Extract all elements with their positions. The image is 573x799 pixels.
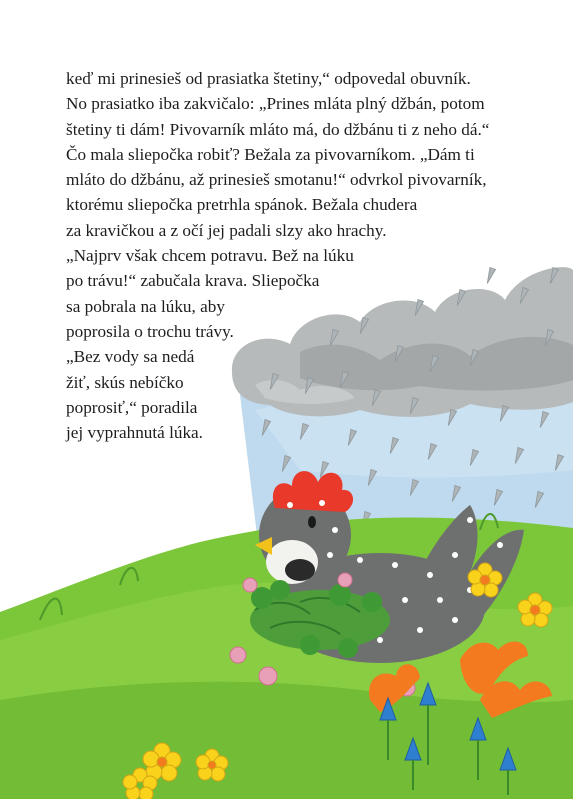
story-line: keď mi prinesieš od prasiatka štetiny,“ odpovedal obuvník. — [66, 69, 471, 88]
story-line: No prasiatko iba zakvičalo: „Prines mláta plný džbán, potom — [66, 94, 485, 114]
story-text — [66, 66, 536, 445]
story-line: jej vyprahnutá lúka. — [66, 423, 203, 443]
story-line: poprosila o trochu trávy. — [66, 321, 234, 341]
story-line: štetiny ti dám! Pivovarník mláto má, do džbánu ti z neho dá.“ — [66, 119, 490, 139]
story-line: za kravičkou a z očí jej padali slzy ako hrachy. — [66, 220, 387, 240]
story-line: mláto do džbánu, až prinesieš smotanu!“ odvrkol pivovarník, — [66, 170, 487, 190]
story-line: po trávu!“ zabučala krava. Sliepočka — [66, 271, 320, 291]
story-line: Čo mala sliepočka robiť? Bežala za pivovarníkom. „Dám ti — [66, 144, 475, 164]
story-line: „Najprv však chcem potravu. Bež na lúku — [66, 246, 354, 266]
story-line: ktorému sliepočka pretrhla spánok. Bežala chudera — [66, 195, 418, 215]
story-line: poprosiť,“ poradila — [66, 397, 198, 417]
story-line: „Bez vody sa nedá — [66, 347, 195, 367]
story-line: žiť, skús nebíčko — [66, 372, 184, 392]
story-line: sa pobrala na lúku, aby — [66, 296, 225, 316]
